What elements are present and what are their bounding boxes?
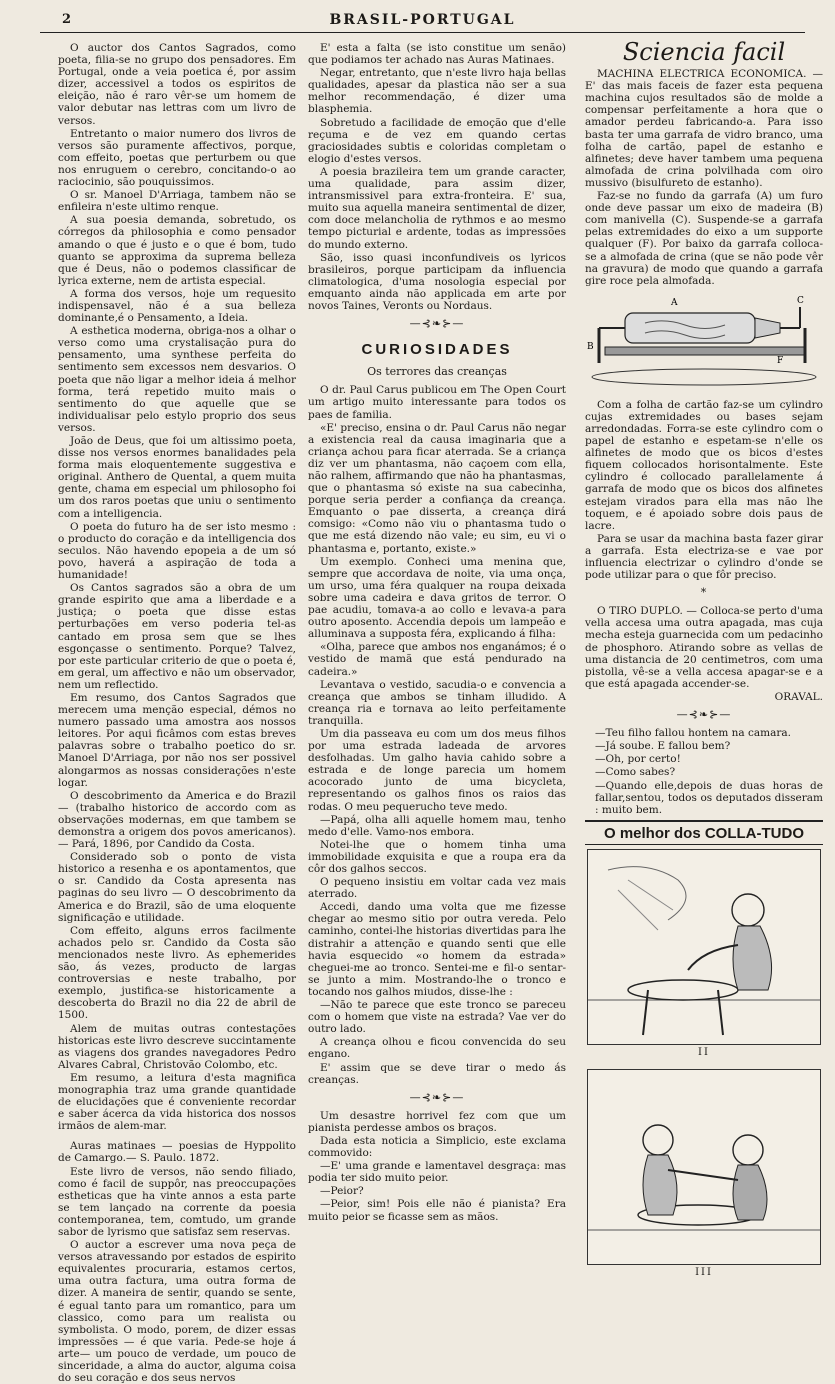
electric-machine-illustration xyxy=(585,293,823,389)
paragraph: Alem de muitas outras contestações historicas este livro descreve succintamente as viagens dos grandes navegadores Pedro Alvares Cabral, Christovão Colombo, etc. xyxy=(58,1022,296,1071)
paragraph: Com a folha de cartão faz-se um cylindro cujas extremidades ou bases sejam arredondadas. Forra-se este cylindro com o papel de estanho e espetam-se n'elle os alfinetes de modo que os bicos d'estes fiquem collocados horisontalmente. Este cylindro é collocado parallelamente á garrafa de modo que os bicos dos alfinetes estejam virados para ella mas não lhe toquem, e é apoiado sobre dois paus de lacre. xyxy=(585,398,823,532)
paragraph: A forma dos versos, hoje um requesito indispensavel, não é a sua belleza dominante,é o Pensamento, a Ideia. xyxy=(58,287,296,325)
ornament-divider: —⊰❧⊱— xyxy=(676,708,732,722)
page-number: 2 xyxy=(62,12,72,27)
paragraph: O auctor dos Cantos Sagrados, como poeta, filia-se no grupo dos pensadores. Em Portugal, onde a veia poetica é, por assim dizer, accessivel a todos os espiritos de eleição, não é raro vêr-se um homem de valor debutar nas lettras com um livro de versos. xyxy=(58,42,296,127)
column-3 xyxy=(585,38,823,1278)
paragraph: Com effeito, alguns erros facilmente achados pelo sr. Candido da Costa são mencionados neste livro. As ephemerides são, ás vezes, producto de largas controversias e neste trabalho, por exemplo, justifica-se historicamente a descoberta do Brazil no dia 22 de abril de 1500. xyxy=(58,924,296,1022)
paragraph: O pequeno insistiu em voltar cada vez mais aterrado. xyxy=(308,876,566,901)
paragraph: Para se usar da machina basta fazer girar a garrafa. Esta electriza-se e vae por influencia electrizar o cylindro d'onde se pode utilizar para o que fôr preciso. xyxy=(585,532,823,582)
paragraph: A creança olhou e ficou convencida do seu engano. xyxy=(308,1036,566,1061)
paragraph: Os Cantos sagrados são a obra de um grande espirito que ama a liberdade e a justiça; o poeta que disse estas perturbações em verso poderia tel-as cantado em prosa sem que se lhes esgonçasse o sentimento. Porque? Talvez, por este particular criterio de que o poeta é, em geral, um affectivo e não um observador, nem um reflectido. xyxy=(58,582,296,691)
review-heading: O descobrimento da America e do Brazil — (trabalho historico de accordo com as observações modernas, em que tambem se demonstra a origem dos povos americanos). — Pará, 1896, por Candido da Costa. xyxy=(58,789,296,851)
paragraph: A poesia brazileira tem um grande caracter, uma qualidade, para assim dizer, intransmissivel para extra-fronteira. E' sua, muito sua aquella maneira sentimental de dizer, com doce melancholia de rythmos e ao mesmo tempo picturial e ardente, todas as impressões do mundo externo. xyxy=(308,165,566,251)
paragraph: Um exemplo. Conheci uma menina que, sempre que accordava de noite, via uma onça, um urso, uma féra qualquer na roupa deixada sobre uma cadeira e dava gritos de terror. O pae acudiu, tomava-a ao collo e levava-a para outro aposento. Accendia depois um lampeão e alluminava a supposta féra, explicando á filha: xyxy=(308,555,566,641)
paragraph: Em resumo, dos Cantos Sagrados que merecem uma menção especial, démos no numero passado uma amostra aos nossos leitores. Por aqui ficâmos com estas breves palavras sobre o trabalho poetico do sr. Manoel D'Arriaga, por não nos ser possivel alongarmos as nossas considerações n'este logar. xyxy=(58,691,296,789)
paragraph: O sr. Manoel D'Arriaga, tambem não se enfileira n'este ultimo renque. xyxy=(58,189,296,214)
figure-label-c: C xyxy=(797,295,804,306)
paragraph: —Não te parece que este tronco se pareceu com o homem que viste na estrada? Vae ver do outro lado. xyxy=(308,999,566,1036)
paragraph: —E' uma grande e lamentavel desgraça: mas podia ter sido muito peior. xyxy=(308,1160,566,1185)
paragraph: João de Deus, que foi um altissimo poeta, disse nos versos enormes banalidades pela forma mais eloquentemente suggestiva e original. Anthero de Quental, a quem muita gente, chama em especial um philosopho foi um dos raros poetas que uniu o sentimento com a intelligencia. xyxy=(58,435,296,520)
cartoon-title: O melhor dos COLLA-TUDO xyxy=(585,820,823,845)
paragraph: O dr. Paul Carus publicou em The Open Court um artigo muito interessante para todos os paes de familia. xyxy=(308,384,566,421)
cartoon-panel-2 xyxy=(587,849,821,1045)
paragraph: Levantava o vestido, sacudia-o e convencia a creança que ambos se tinham illudido. A creança ria e tornava ao leito perfeitamente tranquilla. xyxy=(308,678,566,727)
page-header xyxy=(40,10,805,33)
column-2 xyxy=(308,42,566,1223)
paragraph: O TIRO DUPLO. — Colloca-se perto d'uma vella accesa uma outra apagada, mas cuja mecha esteja guarnecida com um pedacinho de phosphoro. Atirando sobre as vellas de uma distancia de 20 centimetros, com uma pistolla, vê-se a vella accesa apagar-se e a que está apagada accender-se. xyxy=(585,605,823,690)
cartoon-panel-3 xyxy=(587,1069,821,1265)
cartoon-illustration xyxy=(588,850,820,1044)
dialog-line: —Como sabes? xyxy=(595,766,676,779)
paragraph: «E' preciso, ensina o dr. Paul Carus não negar a existencia real da causa imaginaria que a criança achou para ficar aterrada. Se a criança diz ver um phantasma, não caçoem com ella, não ralhem, affirmando que não ha phantasmas, que o phantasma só existe na sua cabecinha, porque seria perder a confiança da creança. Emquanto o pae disserta, a creança dirá comsigo: «Como não viu o phantasma tudo o que me está dizendo não vale; eu sim, eu vi o phantasma e, portanto, existe.» xyxy=(308,421,566,555)
paragraph: —Papá, olha alli aquelle homem mau, tenho medo d'elle. Vamo-nos embora. xyxy=(308,813,566,838)
paragraph: —Peior, sim! Pois elle não é pianista? Era muito peior se ficasse sem as mãos. xyxy=(308,1198,566,1223)
paragraph: «Olha, parece que ambos nos enganámos; é o vestido de mamã que está pendurado na cadeira.» xyxy=(308,641,566,678)
paragraph: Dada esta noticia a Simplicio, este exclama commovido: xyxy=(308,1134,566,1160)
paragraph: E' esta a falta (se isto constitue um senão) que podiamos ter achado nas Auras Matinaes. xyxy=(308,42,566,67)
paragraph: —Peior? xyxy=(320,1185,364,1198)
paragraph: E' assim que se deve tirar o medo ás creanças. xyxy=(308,1061,566,1086)
dialog-line: —Teu filho fallou hontem na camara. xyxy=(595,727,791,740)
ornament-divider: —⊰❧⊱— xyxy=(409,1090,465,1104)
paragraph: Um dia passeava eu com um dos meus filhos por uma estrada ladeada de arvores desfolhadas. Um galho havia cahido sobre a estrada e de longe parecia um homem acocorado junto de uma bicycleta, representando os galhos finos os raios das rodas. O meu pequerucho teve medo. xyxy=(308,727,566,813)
paragraph: Em resumo, a leitura d'esta magnifica monographia traz uma grande quantidade de elucidações que é conveniente recordar e saber ácerca da vida historica dos nossos irmãos de alem-mar. xyxy=(58,1071,296,1133)
dialog-joke xyxy=(585,727,823,816)
paragraph: Este livro de versos, não sendo filiado, como é facil de suppôr, nas preoccupações estheticas que ha vinte annos a esta parte se tem lançado na corrente da poesia contemporanea, tem, comtudo, um grande sabor de lyrismo que satisfaz sem reservas. xyxy=(58,1165,296,1238)
machine-figure xyxy=(585,293,823,389)
column-1 xyxy=(58,42,296,1384)
paragraph: Um desastre horrivel fez com que um pianista perdesse ambos os braços. xyxy=(308,1109,566,1134)
figure-label-a: A xyxy=(671,297,678,308)
paragraph: A esthetica moderna, obriga-nos a olhar o verso como uma crystalisação pura do pensamento, uma synthese perfeita do sentimento sem excessos nem desvarios. O poeta que não ligar a melhor ideia á melhor forma, terá repetido muito mais o sentimento do que aquelle que se individualisar pelo estylo proprio dos seus versos. xyxy=(58,325,296,434)
section-title: Sciencia facil xyxy=(622,38,786,66)
paragraph: Considerado sob o ponto de vista historico a resenha e os apontamentos, que o sr. Candido da Costa apresenta nas paginas do seu livro — O descobrimento da America e do Brazil, são de uma eloquente significação e utilidade. xyxy=(58,851,296,924)
journal-title: BRASIL-PORTUGAL xyxy=(329,12,516,28)
paragraph: Notei-lhe que o homem tinha uma immobilidade exquisita e que a roupa era da côr dos galhos seccos. xyxy=(308,838,566,875)
review-heading: Auras matinaes — poesias de Hyppolito de Camargo.— S. Paulo. 1872. xyxy=(58,1140,296,1165)
cartoon-caption: II xyxy=(698,1046,710,1058)
figure-label-f: F xyxy=(777,355,784,366)
paragraph: São, isso quasi inconfundiveis os lyricos brasileiros, porque participam da influencia climatologica, d'uma nosologia especial por emquanto ainda não applicada em arte por novos Taines, Veronts ou Nordaus. xyxy=(308,251,566,312)
paragraph: MACHINA ELECTRICA ECONOMICA. — E' das mais faceis de fazer esta pequena machina cujos resultados são de molde a compensar perfeitamente a hora que o amador perdeu fabricando-a. Para isso basta ter uma garrafa de vidro branco, uma folha de cartão, papel de estanho e alfinetes; deve haver tambem uma pequena almofada de crina polvilhada com oiro mussivo (bisulfureto de estanho). xyxy=(585,68,823,189)
section-title: CURIOSIDADES xyxy=(361,341,513,359)
paragraph: Entretanto o maior numero dos livros de versos são puramente affectivos, porque, com effeito, poetas que perturbem ou que nos enruguem o cerebro, concitando-o ao raciocinio, são pouquissimos. xyxy=(58,127,296,189)
cartoon-caption: III xyxy=(695,1266,713,1278)
cartoon-illustration xyxy=(588,1070,820,1264)
dialog-line: —Já soube. E fallou bem? xyxy=(595,740,731,753)
paragraph: Negar, entretanto, que n'este livro haja bellas qualidades, apesar da plastica não ser a sua melhor recommendação, é dizer uma blasphemia. xyxy=(308,67,566,116)
author-signature: ORAVAL. xyxy=(774,690,823,703)
asterisk-divider: * xyxy=(700,586,708,600)
ornament-divider: —⊰❧⊱— xyxy=(409,317,465,331)
paragraph: O auctor a escrever uma nova peça de versos atravessando por estados de espirito equivalentes procuraria, estamos certos, uma outra factura, uma outra forma de dizer. A maneira de sentir, quando se sente, é egual tanto para um romantico, para um classico, como para um realista ou symbolista. O modo, porem, de dizer essas impressões — é que varia. Pede-se hoje á arte— um pouco de verdade, um pouco de sinceridade, a alma do auctor, alguma coisa do seu coração e dos seus nervos xyxy=(58,1239,296,1384)
paragraph: O poeta do futuro ha de ser isto mesmo : o producto do coração e da intelligencia dos seculos. Não havendo epopeia a de um só povo, haverá a aspiração de toda a humanidade! xyxy=(58,520,296,582)
article-subhead: Os terrores das creanças xyxy=(367,365,507,379)
dialog-line: —Quando elle,depois de duas horas de fallar,sentou, todos os deputados disseram : muito bem. xyxy=(595,779,823,816)
paragraph: Faz-se no fundo da garrafa (A) um furo onde deve passar um eixo de madeira (B) com manivella (C). Suspende-se a garrafa pelas extremidades do eixo a um supporte qualquer (F). Por baixo da garrafa colloca-se a almofada de crina (que se não pode vêr na gravura) de modo que quando a garrafa gire roce pela almofada. xyxy=(585,190,823,287)
paragraph: Sobretudo a facilidade de emoção que d'elle reçuma e de vez em quando certas graciosidades subtis e coloridas completam o elogio d'estes versos. xyxy=(308,116,566,165)
paragraph: Accedi, dando uma volta que me fizesse chegar ao mesmo sitio por outra vereda. Pelo caminho, contei-lhe historias divertidas para lhe distrahir a attenção e quando senti que elle havia esquecido «o homem da estrada» cheguei-me ao tronco. Sentei-me e fil-o sentar-se junto a mim. Mostrando-lhe o tronco e tocando nos galhos miudos, disse-lhe : xyxy=(308,901,566,998)
paragraph: A sua poesia demanda, sobretudo, os córregos da philosophia e como pensador amando o que é justo e o que é bom, tudo quanto se approxima da suprema belleza que é Deus, não o podemos classificar de lyrica externe, nem de artista especial. xyxy=(58,214,296,287)
figure-label-b: B xyxy=(587,341,594,352)
dialog-line: —Oh, por certo! xyxy=(595,753,681,766)
